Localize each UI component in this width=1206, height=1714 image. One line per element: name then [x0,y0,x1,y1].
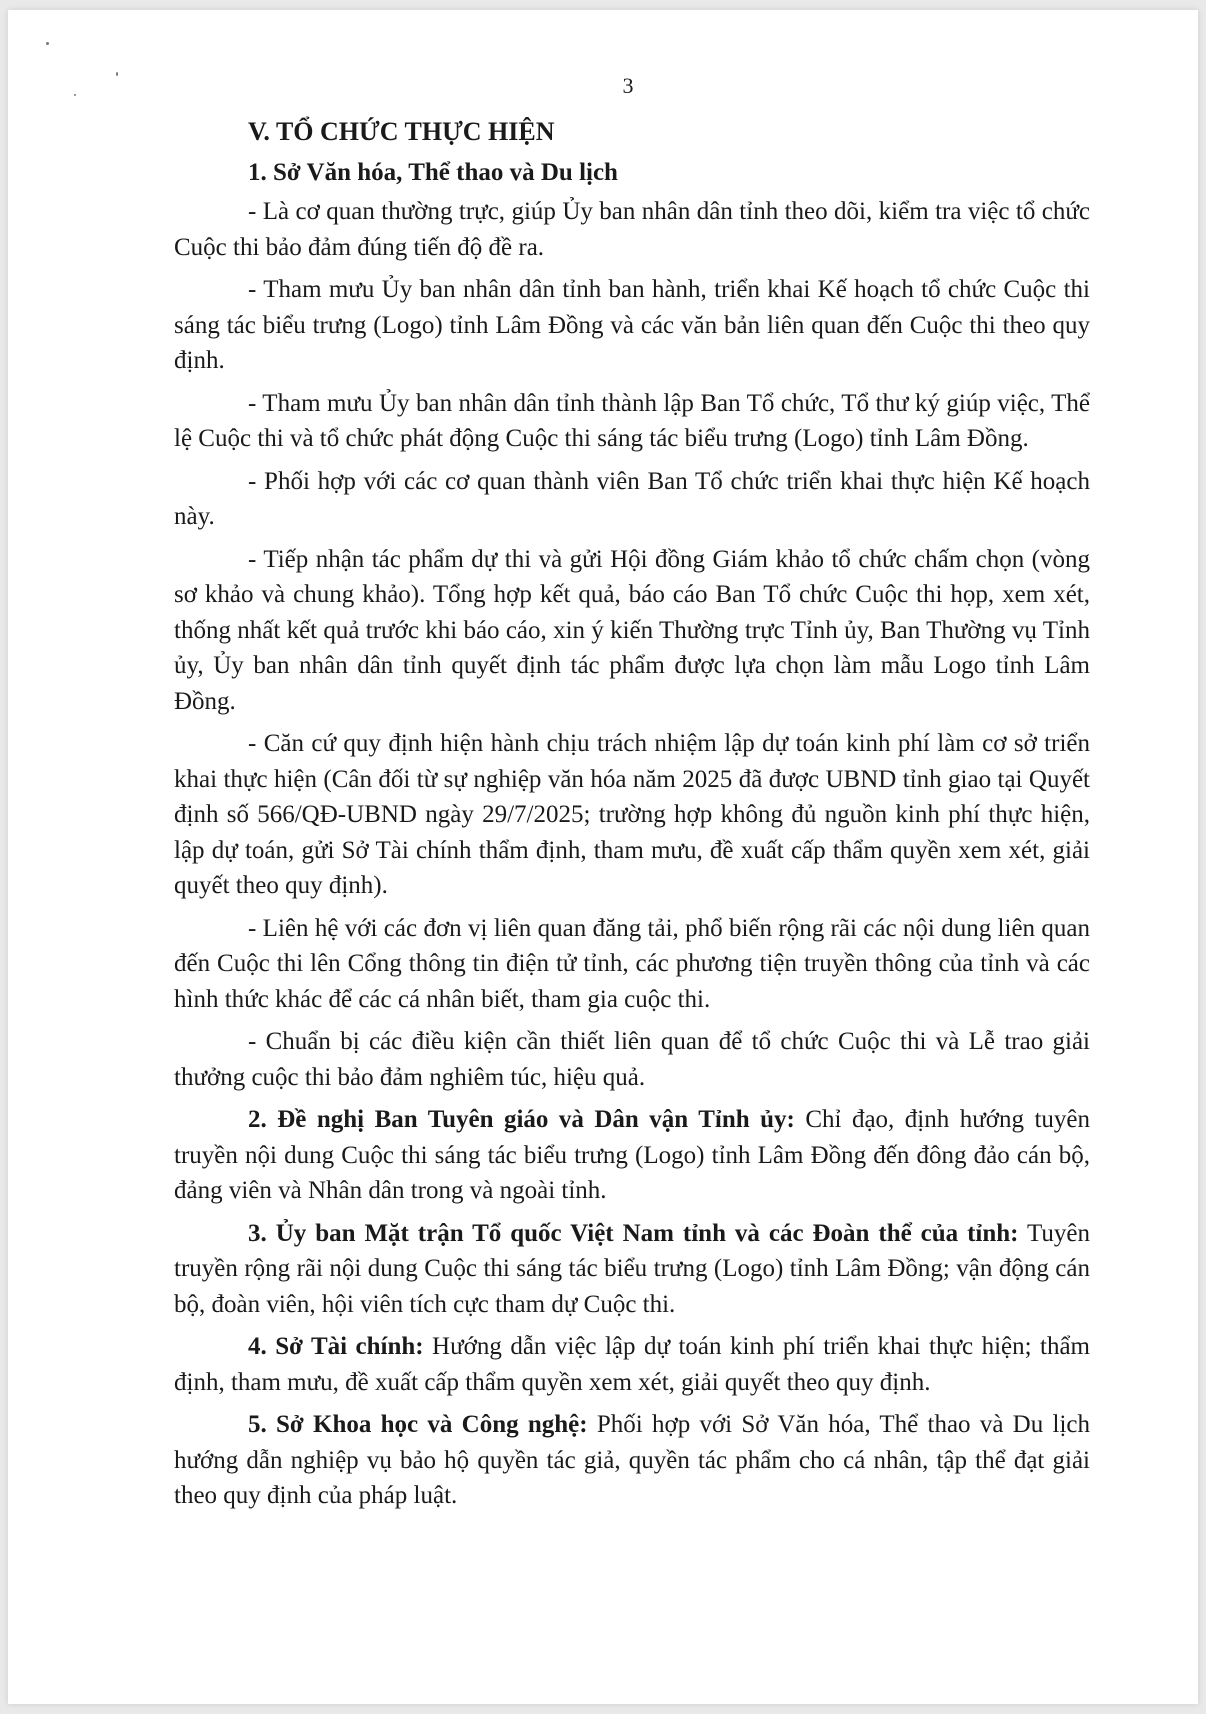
numbered-paragraph-2 [174,1102,1090,1209]
document-page [8,10,1198,1704]
list-item: - Tham mưu Ủy ban nhân dân tỉnh thành lập Ban Tổ chức, Tổ thư ký giúp việc, Thể lệ Cuộc thi và tổ chức phát động Cuộc thi sáng tác biểu trưng (Logo) tỉnh Lâm Đồng. [174,389,1090,452]
paragraph-text: Hướng dẫn việc lập dự toán kinh phí triển khai thực hiện; thẩm định, tham mưu, đề xuất cấp thẩm quyền xem xét, giải quyết theo quy định. [174,1333,1090,1396]
page-number: 3 [622,73,634,98]
numbered-paragraph-4 [174,1329,1090,1400]
list-item: - Phối hợp với các cơ quan thành viên Ban Tổ chức triển khai thực hiện Kế hoạch này. [174,467,1090,530]
subsection-title: 1. Sở Văn hóa, Thể thao và Du lịch [248,158,618,186]
list-item: - Là cơ quan thường trực, giúp Ủy ban nhân dân tỉnh theo dõi, kiểm tra việc tổ chức Cuộc thi bảo đảm đúng tiến độ đề ra. [174,198,1090,261]
paragraph-lead: 4. Sở Tài chính: [248,1333,424,1360]
paragraph-lead: 5. Sở Khoa học và Công nghệ: [248,1411,588,1438]
list-item: - Chuẩn bị các điều kiện cần thiết liên quan để tổ chức Cuộc thi và Lễ trao giải thưởng cuộc thi bảo đảm nghiêm túc, hiệu quả. [174,1028,1090,1091]
list-item: - Tham mưu Ủy ban nhân dân tỉnh ban hành, triển khai Kế hoạch tổ chức Cuộc thi sáng tác biểu trưng (Logo) tỉnh Lâm Đồng và các văn bản liên quan đến Cuộc thi theo quy định. [174,276,1090,374]
list-item: - Căn cứ quy định hiện hành chịu trách nhiệm lập dự toán kinh phí làm cơ sở triển khai thực hiện (Cân đối từ sự nghiệp văn hóa năm 2025 đã được UBND tỉnh giao tại Quyết định số 566/QĐ-UBND ngày 29/7/2025; trường hợp không đủ nguồn kinh phí thực hiện, lập dự toán, gửi Sở Tài chính thẩm định, tham mưu, đề xuất cấp thẩm quyền xem xét, giải quyết theo quy định). [174,730,1090,899]
document-body [174,114,1090,1521]
numbered-paragraph-3 [174,1216,1090,1323]
paragraph-lead: 3. Ủy ban Mặt trận Tổ quốc Việt Nam tỉnh và các Đoàn thể của tỉnh: [248,1219,1019,1247]
paragraph-text: Chỉ đạo, định hướng tuyên truyền nội dung Cuộc thi sáng tác biểu trưng (Logo) tỉnh Lâm Đồng đến đông đảo cán bộ, đảng viên và Nhân dân trong và ngoài tỉnh. [174,1106,1090,1204]
paragraph-lead: 2. Đề nghị Ban Tuyên giáo và Dân vận Tỉnh ủy: [248,1106,795,1133]
list-item: - Tiếp nhận tác phẩm dự thi và gửi Hội đồng Giám khảo tổ chức chấm chọn (vòng sơ khảo và chung khảo). Tổng hợp kết quả, báo cáo Ban Tổ chức Cuộc thi họp, xem xét, thống nhất kết quả trước khi báo cáo, xin ý kiến Thường trực Tỉnh ủy, Ban Thường vụ Tỉnh ủy, Ủy ban nhân dân tỉnh quyết định tác phẩm được lựa chọn làm mẫu Logo tỉnh Lâm Đồng. [174,545,1090,715]
section-title: V. TỔ CHỨC THỰC HIỆN [248,117,555,146]
list-item: - Liên hệ với các đơn vị liên quan đăng tải, phổ biến rộng rãi các nội dung liên quan đến Cuộc thi lên Cổng thông tin điện tử tỉnh, các phương tiện truyền thông của tỉnh và các hình thức khác để các cá nhân biết, tham gia cuộc thi. [174,914,1090,1013]
numbered-paragraph-5 [174,1407,1090,1514]
paragraph-text: Tuyên truyền rộng rãi nội dung Cuộc thi sáng tác biểu trưng (Logo) tỉnh Lâm Đồng; vận động cán bộ, đoàn viên, hội viên tích cực tham dự Cuộc thi. [174,1219,1090,1318]
scan-speck [46,42,49,45]
paragraph-text: Phối hợp với Sở Văn hóa, Thể thao và Du lịch hướng dẫn nghiệp vụ bảo hộ quyền tác giả, quyền tác phẩm cho cá nhân, tập thể đạt giải theo quy định của pháp luật. [174,1411,1090,1509]
